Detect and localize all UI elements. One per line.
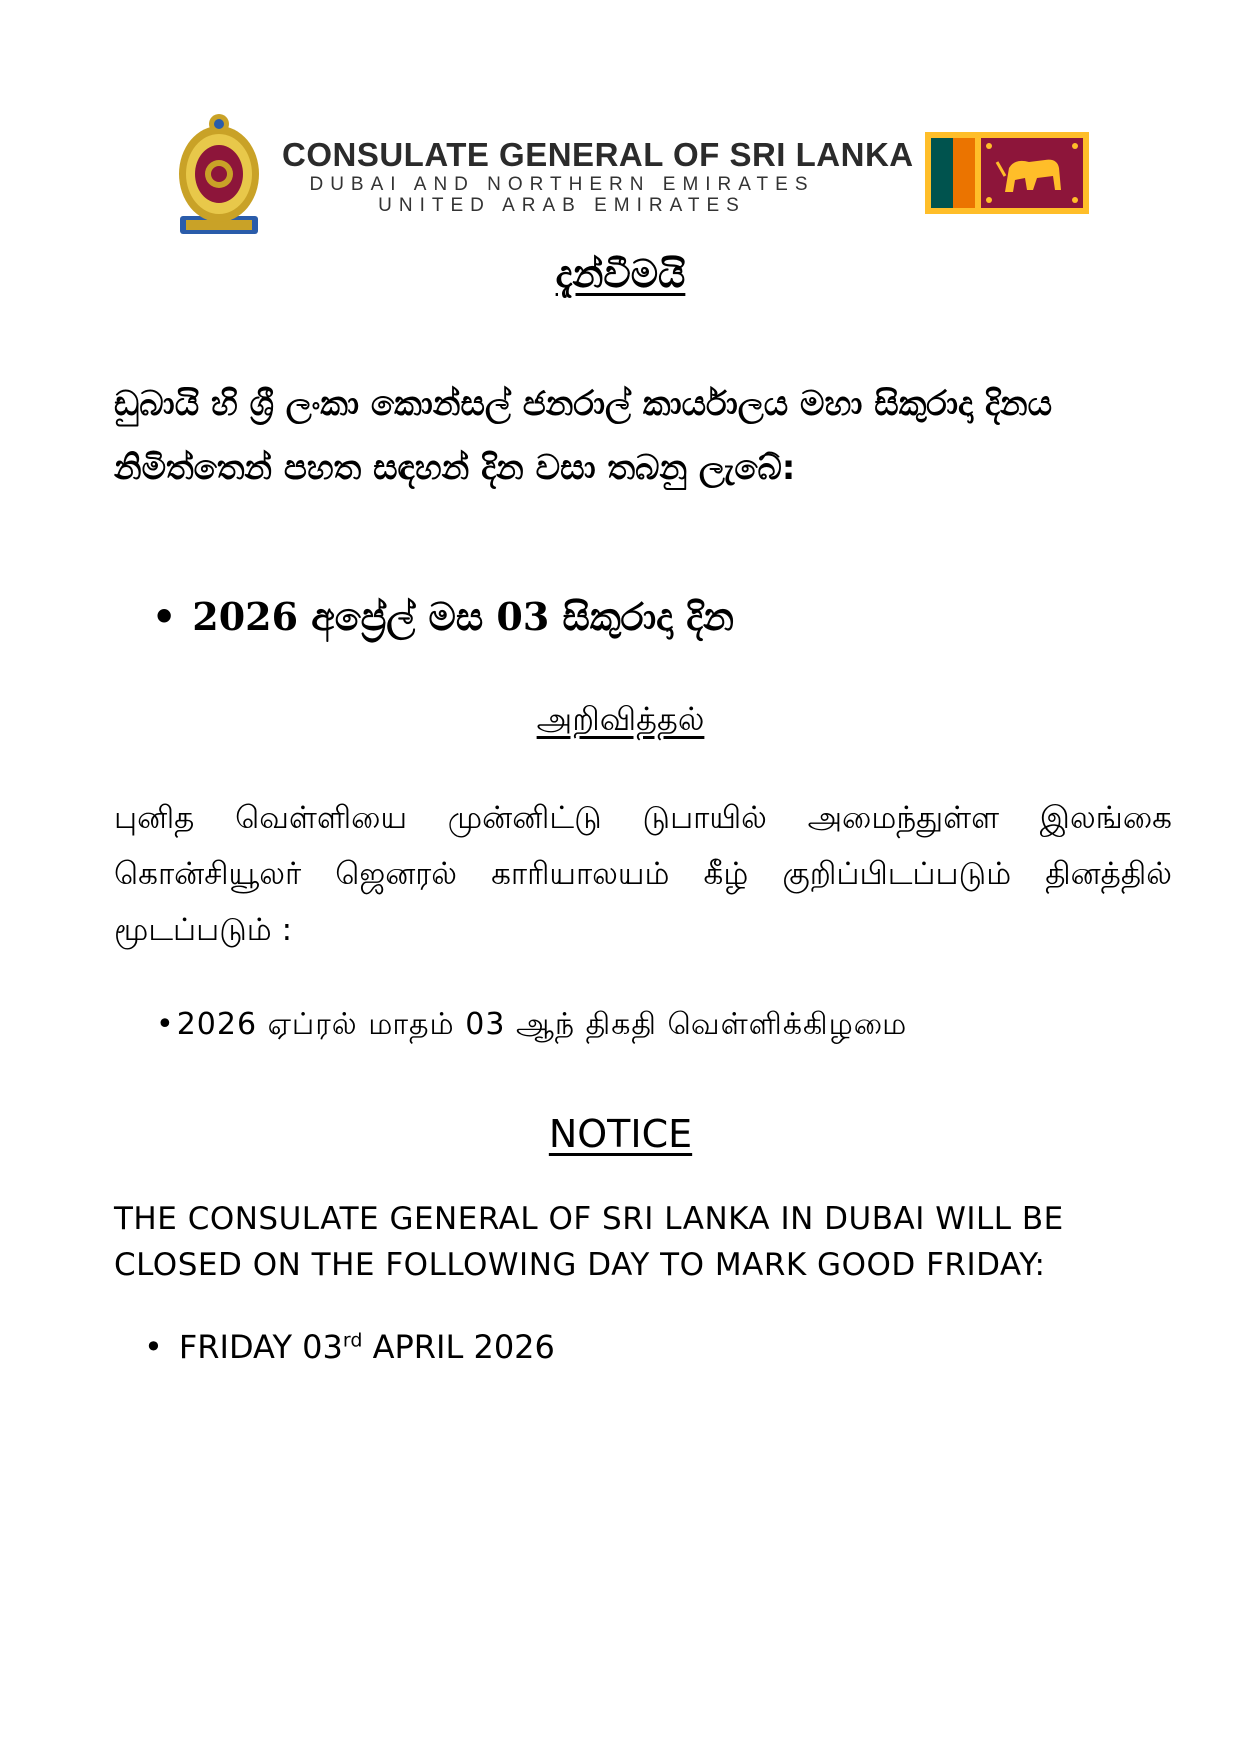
org-subtitle-line-2: UNITED ARAB EMIRATES [378, 195, 746, 216]
tamil-bullet-text: 2026 ஏப்ரல் மாதம் 03 ஆந் திகதி வெள்ளிக்கிழமை [176, 1007, 908, 1042]
org-name: CONSULATE GENERAL OF SRI LANKA [282, 136, 914, 173]
org-subtitle-line-1: DUBAI AND NORTHERN EMIRATES [309, 174, 815, 195]
sinhala-heading: දැන්වීමයි [555, 252, 686, 296]
tamil-bullet [156, 1007, 907, 1046]
sinhala-paragraph: ඩුබායි හි ශ්‍රී ලංකා කොන්සල් ජනරාල් කාර්යාලය මහා සිකුරාදා දිනය නිමිත්තෙන් පහත සඳහන් දින වසා තබනු ලැබේ: [114, 384, 1053, 488]
english-bullet-day: FRIDAY 03 [178, 1328, 343, 1366]
tamil-paragraph: புனித வெள்ளியை முன்னிட்டு டுபாயில் அமைந்துள்ள இலங்கை கொன்சியூலர் ஜெனரல் காரியாலயம் கீழ் குறிப்பிடப்படும் தினத்தில் மூடப்படும் : [114, 800, 1172, 948]
bullet-dot-icon: • [144, 1328, 163, 1366]
letterhead [0, 0, 1241, 240]
english-bullet [144, 1328, 555, 1366]
tamil-heading: அறிவித்தல் [536, 700, 705, 738]
bullet-dot-icon: • [152, 594, 177, 639]
organization-title [282, 136, 914, 216]
english-paragraph: THE CONSULATE GENERAL OF SRI LANKA IN DUBAI WILL BE CLOSED ON THE FOLLOWING DAY TO MARK GOOD FRIDAY: [114, 1201, 1064, 1283]
sinhala-bullet [152, 594, 734, 640]
english-bullet-rest: APRIL 2026 [362, 1328, 555, 1366]
english-heading: NOTICE [548, 1112, 693, 1156]
sri-lanka-flag-icon [925, 132, 1089, 214]
english-bullet-suffix: rd [342, 1329, 363, 1352]
sinhala-bullet-text: 2026 අප්‍රේල් මස 03 සිකුරාදා දින [192, 594, 734, 639]
sri-lanka-emblem-icon [176, 112, 262, 236]
bullet-dot-icon: • [156, 1007, 175, 1042]
